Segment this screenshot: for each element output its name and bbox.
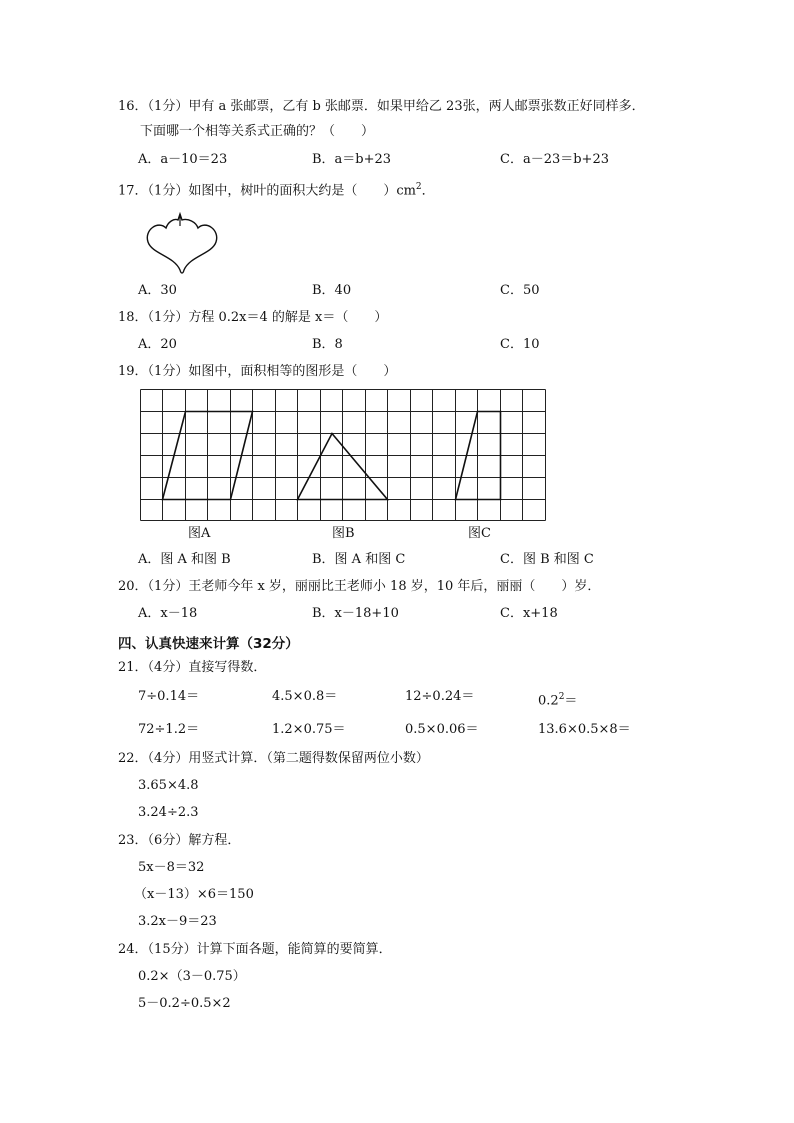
- q22-item-1: 3.65×4.8: [138, 778, 199, 793]
- q20-stem: 20．（1分）王老师今年 x 岁，丽丽比王老师小 18 岁，10 年后，丽丽（ ）岁．: [118, 579, 601, 594]
- q20-option-c: C．x+18: [500, 606, 558, 621]
- q21-item-8: 13.6×0.5×8＝: [538, 722, 631, 737]
- q21-item-4: $0.2^2=$: [538, 692, 578, 709]
- grid-lines: [141, 390, 546, 521]
- q16-stem-line1: 16．（1分）甲有 a 张邮票，乙有 b 张邮票．如果甲给乙 23张，两人邮票张数正好同样多．: [118, 99, 645, 114]
- q19-option-c: C．图 B 和图 C: [500, 552, 594, 567]
- q21-stem: 21．（4分）直接写得数．: [118, 660, 267, 675]
- figure-a-label: 图A: [188, 526, 211, 541]
- q16-stem-line2: 下面哪一个相等关系式正确的？（ ）: [140, 124, 375, 139]
- q23-stem: 23．（6分）解方程．: [118, 833, 241, 848]
- q19-option-b: B．图 A 和图 C: [312, 552, 406, 567]
- q23-item-1: 5x－8＝32: [138, 860, 205, 875]
- figure-c-label: 图C: [468, 526, 491, 541]
- q16-option-b: B．a＝b+23: [312, 152, 392, 167]
- q21-item-7: 0.5×0.06＝: [405, 722, 479, 737]
- q17-option-a: A．30: [138, 283, 177, 298]
- q18-option-a: A．20: [138, 337, 177, 352]
- q23-item-3: 3.2x－9＝23: [138, 914, 217, 929]
- q16-option-a: A．a－10＝23: [138, 152, 228, 167]
- q21-item-6: 1.2×0.75＝: [272, 722, 346, 737]
- q18-stem: 18．（1分）方程 0.2x＝4 的解是 x＝（ ）: [118, 310, 388, 325]
- q21-item-5: 72÷1.2＝: [138, 722, 200, 737]
- q21-item-1: 7÷0.14＝: [138, 689, 200, 704]
- leaf-figure: [144, 212, 220, 276]
- q21-item-3: 12÷0.24＝: [405, 689, 475, 704]
- q20-option-a: A．x－18: [138, 606, 198, 621]
- q18-option-c: C．10: [500, 337, 540, 352]
- grid-svg: [140, 389, 548, 523]
- q18-option-b: B．8: [312, 337, 343, 352]
- q24-stem: 24．（15分）计算下面各题，能简算的要简算．: [118, 942, 392, 957]
- q17-option-b: B．40: [312, 283, 352, 298]
- q24-item-1: 0.2×（3－0.75）: [138, 969, 246, 984]
- q16-option-c: C．a－23＝b+23: [500, 152, 609, 167]
- q23-item-2: （x－13）×6＝150: [134, 887, 254, 902]
- q21-item-2: 4.5×0.8＝: [272, 689, 338, 704]
- leaf-outline: [147, 214, 216, 273]
- q17-stem: 17．（1分）如图中，树叶的面积大约是（ ）$cm^2$．: [118, 182, 435, 199]
- q17-option-c: C．50: [500, 283, 540, 298]
- q19-stem: 19．（1分）如图中，面积相等的图形是（ ）: [118, 364, 397, 379]
- q22-item-2: 3.24÷2.3: [138, 805, 199, 820]
- q19-grid-figure: [140, 389, 548, 527]
- q22-stem: 22．（4分）用竖式计算．（第二题得数保留两位小数）: [118, 751, 429, 766]
- q24-item-2: 5－0.2÷0.5×2: [138, 996, 231, 1011]
- q19-option-a: A．图 A 和图 B: [138, 552, 231, 567]
- figure-b-label: 图B: [332, 526, 355, 541]
- section-4-title: 四、认真快速来计算（32分）: [118, 636, 299, 652]
- q20-option-b: B．x－18+10: [312, 606, 399, 621]
